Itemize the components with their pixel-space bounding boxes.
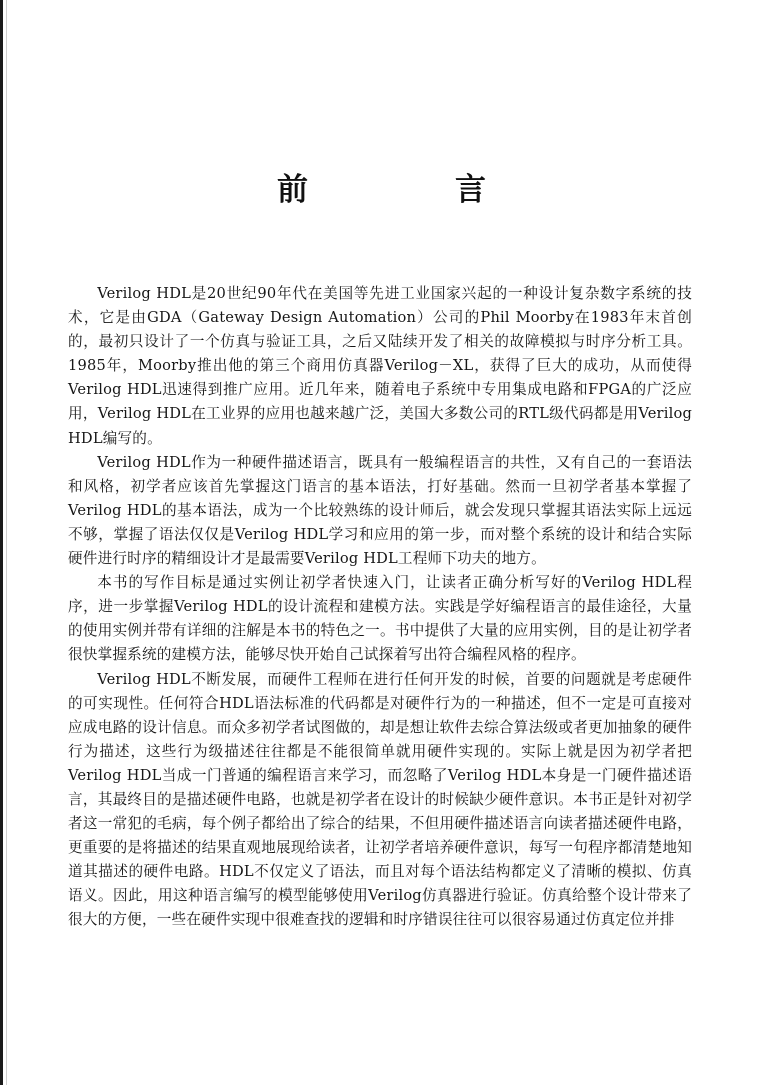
paragraph-1: Verilog HDL是20世纪90年代在美国等先进工业国家兴起的一种设计复杂数字系统的技术，它是由GDA（Gateway Design Automation）公司的Phil Moorby在1983年末首创的，最初只设计了一个仿真与验证工具，之后又陆续开发了相关的故障模拟与时序分析工具。1985年，Moorby推出他的第三个商用仿真器Verilog－XL，获得了巨大的成功，从而使得Verilog HDL迅速得到推广应用。近几年来，随着电子系统中专用集成电路和FPGA的广泛应用，Verilog HDL在工业界的应用也越来越广泛，美国大多数公司的RTL级代码都是用Verilog HDL编写的。	[68, 285, 692, 447]
page-title: 前 言	[277, 172, 544, 208]
paragraph-4: Verilog HDL不断发展，而硬件工程师在进行任何开发的时候，首要的问题就是考虑硬件的可实现性。任何符合HDL语法标准的代码都是对硬件行为的一种描述，但不一定是可直接对应成电路的设计信息。而众多初学者试图做的，却是想让软件去综合算法级或者更加抽象的硬件行为描述，这些行为级描述往往都是不能很简单就用硬件实现的。实际上就是因为初学者把Verilog HDL当成一门普通的编程语言来学习，而忽略了Verilog HDL本身是一门硬件描述语言，其最终目的是描述硬件电路，也就是初学者在设计的时候缺少硬件意识。本书正是针对初学者这一常犯的毛病，每个例子都给出了综合的结果，不但用硬件描述语言向读者描述硬件电路，更重要的是将描述的结果直观地展现给读者，让初学者培养硬件意识，每写一句程序都清楚地知道其描述的硬件电路。HDL不仅定义了语法，而且对每个语法结构都定义了清晰的模拟、仿真语义。因此，用这种语言编写的模型能够使用Verilog仿真器进行验证。仿真给整个设计带来了很大的方便，一些在硬件实现中很难查找的逻辑和时序错误往往可以很容易通过仿真定位并排	[68, 670, 692, 929]
paragraph-2: Verilog HDL作为一种硬件描述语言，既具有一般编程语言的共性，又有自己的一套语法和风格，初学者应该首先掌握这门语言的基本语法，打好基础。然而一旦初学者基本掌握了Verilog HDL的基本语法，成为一个比较熟练的设计师后，就会发现只掌握其语法实际上远远不够，掌握了语法仅仅是Verilog HDL学习和应用的第一步，而对整个系统的设计和结合实际硬件进行时序的精细设计才是最需要Verilog HDL工程师下功夫的地方。	[68, 453, 692, 568]
scan-shadow-line	[6, 0, 7, 1085]
scan-binding-edge	[0, 0, 3, 1085]
preface-body	[68, 282, 692, 933]
paragraph-3: 本书的写作目标是通过实例让初学者快速入门，让读者正确分析写好的Verilog HDL程序，进一步掌握Verilog HDL的设计流程和建模方法。实践是学好编程语言的最佳途径，大量的使用实例并带有详细的注解是本书的特色之一。书中提供了大量的应用实例，目的是让初学者很快掌握系统的建模方法，能够尽快开始自己试探着写出符合编程风格的程序。	[68, 574, 692, 664]
